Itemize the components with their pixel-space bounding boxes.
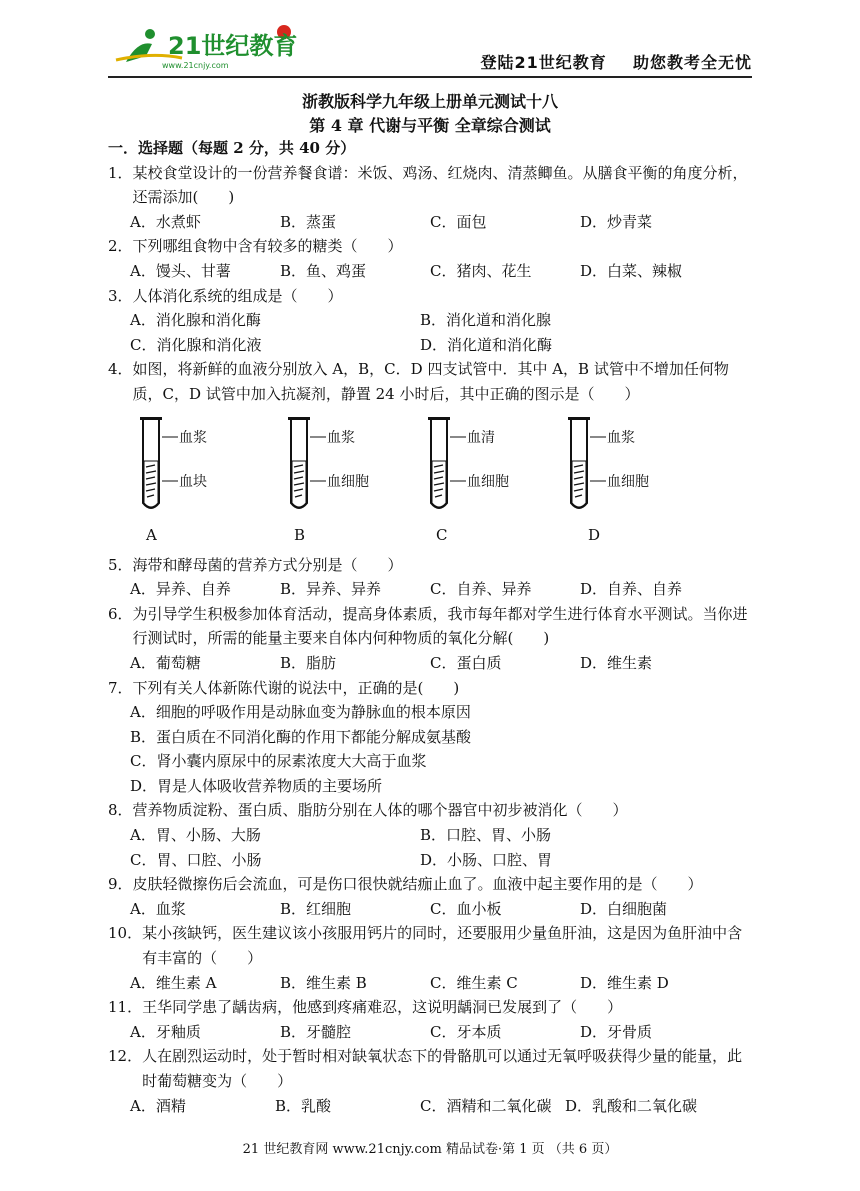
question-3 xyxy=(108,284,754,358)
runner-icon xyxy=(126,43,152,62)
tube-letter-c: C xyxy=(436,525,448,544)
question-text: 如图，将新鲜的血液分别放入 A，B，C．D 四支试管中．其中 A，B 试管中不增加任何物质，C，D 试管中加入抗凝剂，静置 24 小时后，其中正确的图示是（ ） xyxy=(132,360,729,403)
option-b: B．蛋白质在不同消化酶的作用下都能分解成氨基酸 xyxy=(130,727,472,746)
option-a: A．异养、自养 xyxy=(130,580,231,599)
tube-bottom-label: 血块 xyxy=(179,473,207,490)
tube-top-label: 血清 xyxy=(467,429,495,446)
question-text: 下列哪组食物中含有较多的糖类（ ） xyxy=(132,237,403,256)
option-d: D．白菜、辣椒 xyxy=(580,261,683,280)
question-1 xyxy=(108,161,754,235)
option-a: A．馒头、甘薯 xyxy=(130,261,231,280)
test-tube-figure xyxy=(108,407,754,553)
option-b: B．维生素 B xyxy=(280,973,367,992)
option-b: B．红细胞 xyxy=(280,899,352,918)
tube-top-label: 血浆 xyxy=(179,429,207,446)
option-c: C．酒精和二氧化碳 xyxy=(420,1096,552,1115)
question-number: 1． xyxy=(108,163,133,182)
option-a: A．水煮虾 xyxy=(130,212,201,231)
option-b: B．异养、异养 xyxy=(280,580,382,599)
question-text: 海带和酵母菌的营养方式分别是（ ） xyxy=(132,555,403,574)
question-4 xyxy=(108,357,754,552)
question-number: 9． xyxy=(108,875,133,894)
option-b: B．蒸蛋 xyxy=(280,212,337,231)
tube-top-label: 血浆 xyxy=(607,429,635,446)
question-text: 下列有关人体新陈代谢的说法中，正确的是( ) xyxy=(132,678,460,697)
tube-bottom-label: 血细胞 xyxy=(327,473,369,490)
option-d: D．自养、自养 xyxy=(580,580,683,599)
question-5 xyxy=(108,553,754,602)
header-slogan: 登陆21世纪教育 助您教考全无忧 xyxy=(480,53,752,72)
option-d: D．炒青菜 xyxy=(580,212,653,231)
tube-bottom-label: 血细胞 xyxy=(467,473,509,490)
option-b: B．消化道和消化腺 xyxy=(420,311,552,330)
option-a: A．消化腺和消化酶 xyxy=(130,311,261,330)
test-tube-b xyxy=(286,415,396,515)
option-d: D．牙骨质 xyxy=(580,1022,653,1041)
option-c: C．蛋白质 xyxy=(430,653,502,672)
question-text: 某校食堂设计的一份营养餐食谱：米饭、鸡汤、红烧肉、清蒸鲫鱼。从膳食平衡的角度分析，还需添加( ) xyxy=(132,163,748,207)
test-tube-d xyxy=(566,415,676,515)
option-b: B．牙髓腔 xyxy=(280,1022,352,1041)
question-text: 某小孩缺钙，医生建议该小孩服用钙片的同时，还要服用少量鱼肝油，这是因为鱼肝油中含有丰富的（ ） xyxy=(142,924,743,968)
question-10 xyxy=(108,921,754,995)
question-number: 4． xyxy=(108,360,133,379)
option-d: D．胃是人体吸收营养物质的主要场所 xyxy=(130,776,383,795)
option-b: B．脂肪 xyxy=(280,653,337,672)
question-7 xyxy=(108,676,754,799)
tube-letter-d: D xyxy=(588,525,601,544)
option-c: C．胃、口腔、小肠 xyxy=(130,850,262,869)
logo xyxy=(112,22,312,72)
question-text: 王华同学患了龋齿病，他感到疼痛难忍，这说明龋洞已发展到了（ ） xyxy=(142,998,623,1017)
test-tube-a xyxy=(138,415,248,515)
option-d: D．白细胞菌 xyxy=(580,899,668,918)
tube-letter-a: A xyxy=(146,525,157,544)
option-d: D．维生素 D xyxy=(580,973,669,992)
page-footer: 21 世纪教育网 www.21cnjy.com 精品试卷·第 1 页 （共 6 页） xyxy=(242,1142,618,1157)
option-d: D．乳酸和二氧化碳 xyxy=(565,1096,698,1115)
question-text: 营养物质淀粉、蛋白质、脂肪分别在人体的哪个器官中初步被消化（ ） xyxy=(132,801,628,820)
tube-bottom-label: 血细胞 xyxy=(607,473,649,490)
question-11 xyxy=(108,995,754,1044)
option-c: C．猪肉、花生 xyxy=(430,261,532,280)
question-number: 12． xyxy=(108,1047,143,1066)
option-d: D．维生素 xyxy=(580,653,653,672)
logo-url: www.21cnjy.com xyxy=(162,61,229,70)
option-d: D．小肠、口腔、胃 xyxy=(420,850,553,869)
question-number: 10． xyxy=(108,924,143,943)
option-a: A．酒精 xyxy=(130,1096,186,1115)
option-c: C．血小板 xyxy=(430,899,502,918)
question-9 xyxy=(108,872,754,921)
option-c: C．牙本质 xyxy=(430,1022,502,1041)
option-a: A．血浆 xyxy=(130,899,186,918)
tube-letter-b: B xyxy=(294,525,306,544)
question-text: 为引导学生积极参加体育活动，提高身体素质，我市每年都对学生进行体育水平测试。当你进行测试时，所需的能量主要来自体内何种物质的氧化分解( ) xyxy=(132,604,748,648)
test-tube-c xyxy=(426,415,536,515)
option-a: A．葡萄糖 xyxy=(130,653,201,672)
option-c: C．维生素 C xyxy=(430,973,518,992)
option-b: B．口腔、胃、小肠 xyxy=(420,826,552,845)
question-number: 8． xyxy=(108,801,133,820)
section-heading: 一．选择题（每题 2 分，共 40 分） xyxy=(108,139,356,157)
option-a: A．维生素 A xyxy=(130,973,217,992)
option-d: D．消化道和消化酶 xyxy=(420,335,553,354)
tube-top-label: 血浆 xyxy=(327,429,355,446)
question-number: 5． xyxy=(108,555,133,574)
option-b: B．鱼、鸡蛋 xyxy=(280,261,367,280)
option-b: B．乳酸 xyxy=(275,1096,332,1115)
question-text: 人在剧烈运动时，处于暂时相对缺氧状态下的骨骼肌可以通过无氧呼吸获得少量的能量，此时葡萄糖变为（ ） xyxy=(142,1047,743,1090)
chapter-title: 第 4 章 代谢与平衡 全章综合测试 xyxy=(309,116,551,135)
page-title: 浙教版科学九年级上册单元测试十八 xyxy=(301,92,558,111)
question-number: 2． xyxy=(108,237,133,256)
option-a: A．细胞的呼吸作用是动脉血变为静脉血的根本原因 xyxy=(130,703,471,722)
question-6 xyxy=(108,602,754,676)
question-number: 7． xyxy=(108,678,133,697)
question-text: 人体消化系统的组成是（ ） xyxy=(132,286,343,305)
question-2 xyxy=(108,234,754,283)
question-number: 6． xyxy=(108,604,133,623)
option-c: C．自养、异养 xyxy=(430,580,532,599)
title-block xyxy=(0,90,860,138)
header-divider xyxy=(108,76,752,78)
question-number: 3． xyxy=(108,286,133,305)
option-a: A．牙釉质 xyxy=(130,1022,201,1041)
question-text: 皮肤轻微擦伤后会流血，可是伤口很快就结痂止血了。血液中起主要作用的是（ ） xyxy=(132,875,703,894)
page-header xyxy=(0,0,860,80)
option-c: C．面包 xyxy=(430,212,487,231)
logo-text: 21世纪教育 xyxy=(168,32,298,60)
option-a: A．胃、小肠、大肠 xyxy=(130,826,261,845)
option-c: C．肾小囊内原尿中的尿素浓度大大高于血浆 xyxy=(130,752,427,771)
option-c: C．消化腺和消化液 xyxy=(130,335,262,354)
question-12 xyxy=(108,1044,754,1118)
question-number: 11． xyxy=(108,998,143,1017)
question-8 xyxy=(108,798,754,872)
question-list xyxy=(108,136,754,1118)
